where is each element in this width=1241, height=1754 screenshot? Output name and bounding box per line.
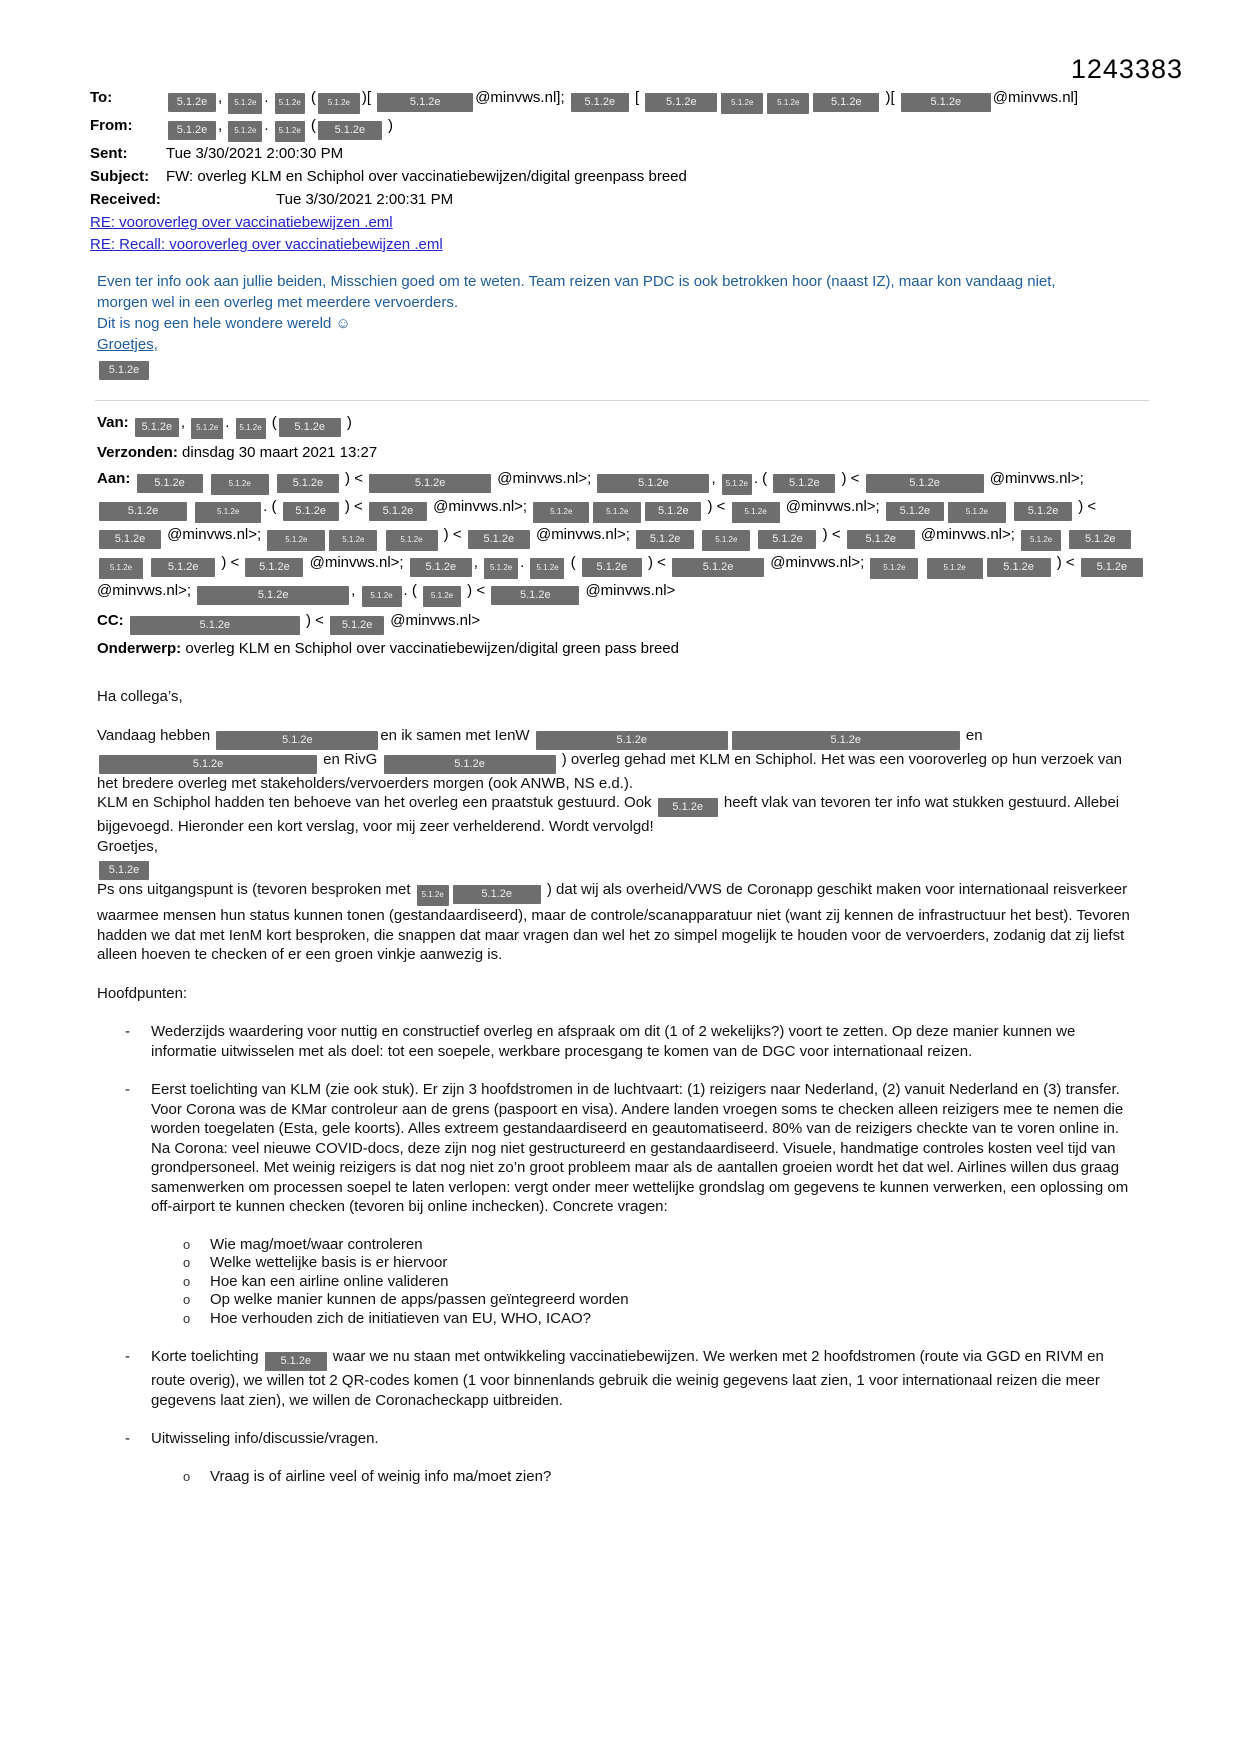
sub-bullet-item [97, 1254, 1139, 1273]
redaction-box: 5.1.2e [1081, 558, 1143, 577]
redaction-box: 5.1.2e [866, 474, 984, 493]
intro-note [97, 271, 1107, 355]
bullet-marker: - [125, 1348, 130, 1365]
redaction-box: 5.1.2e [99, 361, 149, 380]
text-segment [920, 554, 924, 571]
cc-row [97, 609, 1149, 635]
text-segment: @minvws.nl]; [475, 89, 569, 106]
redaction-box: 5.1.2e [191, 418, 223, 439]
text-segment: . ( [263, 498, 281, 515]
text-segment: , [218, 89, 227, 106]
redaction-box: 5.1.2e [870, 558, 918, 579]
header-field-subject [90, 166, 1149, 188]
sent-label: Sent: [90, 145, 128, 162]
redaction-box: 5.1.2e [267, 530, 325, 551]
redaction-box: 5.1.2e [813, 93, 879, 112]
redaction-box: 5.1.2e [386, 530, 438, 551]
redaction-box: 5.1.2e [216, 731, 378, 750]
bullet-item-1 [97, 1022, 1139, 1061]
text-segment: waar we nu staan met ontwikkeling vaccinatiebewijzen. We werken met 2 hoofdstromen (route via GGD en RIVM en route overig), we willen tot 2 QR-codes komen (1 voor binnenlands gebruik die weinig gegevens laat zien, 1 voor internationaal reizen die meer gegevens laat zien), we willen de Coronacheckapp uitbreiden. [151, 1348, 1104, 1409]
text-segment: , [473, 554, 483, 571]
signature-redaction [97, 856, 1139, 880]
text-segment: Vandaag hebben [97, 726, 215, 744]
text-segment: @minvws.nl>; [766, 554, 869, 571]
text-segment [271, 470, 275, 487]
redaction-box: 5.1.2e [99, 755, 317, 774]
subject-label: Subject: [90, 168, 150, 185]
onderwerp-row [97, 637, 1149, 661]
header-field-received [90, 189, 1149, 211]
redaction-box: 5.1.2e [137, 474, 203, 493]
redaction-box: 5.1.2e [571, 93, 629, 112]
redaction-box: 5.1.2e [987, 558, 1051, 577]
text-segment [205, 470, 209, 487]
redaction-box: 5.1.2e [530, 558, 564, 579]
text-segment: KLM en Schiphol hadden ten behoeve van het overleg een praatstuk gestuurd. Ook [97, 794, 656, 811]
subject-value: FW: overleg KLM en Schiphol over vaccinatiebewijzen/digital greenpass breed [166, 168, 687, 185]
from-value [166, 115, 1149, 142]
text-segment: @minvws.nl> [386, 612, 481, 629]
redaction-box: 5.1.2e [277, 474, 339, 493]
groetjes: Groetjes, [97, 837, 158, 855]
sub-bullet-item [97, 1273, 1139, 1292]
text-segment: ) < [1052, 554, 1079, 571]
redaction-box: 5.1.2e [672, 558, 764, 577]
text-segment: . ( [403, 582, 422, 599]
text-segment: , [711, 470, 720, 487]
to-value [166, 87, 1149, 114]
attachment-link-re-recall[interactable]: RE: Recall: vooroverleg over vaccinatiebewijzen .eml [90, 236, 443, 253]
redaction-box: 5.1.2e [721, 93, 763, 114]
ps-paragraph [97, 880, 1139, 965]
text-segment: @minvws.nl] [992, 89, 1079, 106]
from-label: From: [90, 117, 133, 134]
text-segment: ) < [217, 554, 244, 571]
attachment-link-row [90, 213, 1149, 233]
text-segment [1063, 526, 1067, 543]
text-segment [696, 526, 700, 543]
sub-bullet-item [97, 1310, 1139, 1329]
text-segment: . [264, 89, 273, 106]
bullet-marker: - [125, 1081, 130, 1098]
sub-bullet-list [97, 1236, 1139, 1329]
text-segment: @minvws.nl>; [305, 554, 408, 571]
bullet-item-4 [97, 1429, 1139, 1449]
redaction-box: 5.1.2e [1014, 502, 1072, 521]
redaction-box: 5.1.2e [369, 502, 427, 521]
redaction-box: 5.1.2e [722, 474, 752, 495]
sub-bullet-marker: o [183, 1310, 191, 1326]
redaction-box: 5.1.2e [318, 93, 360, 114]
text-segment: Eerst toelichting van KLM (zie ook stuk). Er zijn 3 hoofdstromen in de luchtvaart: (1) reizigers naar Nederland, (2) vanuit Nederland en (3) transfer. Voor Corona was de KMar controleur aan de grens (paspoort en visa). Andere landen vroegen soms te checken alleen reizigers mee te nemen die worden toegelaten (Esta, gele koorts). Alles extreem gestandaardiseerd en geautomatiseerd. 80% van de reizigers checkte van te voren online in. Na Corona: veel nieuwe COVID-docs, deze zijn nog niet gestructureerd en gestandaardiseerd. Visuele, handmatige controles kosten veel tijd van grondpersoneel. Met weinig reizigers is dat nog niet zo’n groot probleem maar als de aantallen groeien wordt het dat wel. Airlines willen dus graag samenwerken om processen soepel te laten verlopen: vergt onder meer wettelijke grondslag om gegevens te kunnen verwerken, een oplossing om off-airport te kunnen checken (tevoren bij online inchecken). Concrete vragen: [151, 1081, 1129, 1215]
text-segment: )[ [881, 89, 899, 106]
redaction-box: 5.1.2e [275, 93, 305, 114]
paragraph-2 [97, 793, 1139, 837]
redaction-box: 5.1.2e [99, 558, 143, 579]
text-segment: ) < [837, 470, 864, 487]
redaction-box: 5.1.2e [582, 558, 642, 577]
redaction-box: 5.1.2e [99, 530, 161, 549]
redaction-box: 5.1.2e [279, 418, 341, 437]
header-field-to [90, 87, 1149, 114]
redaction-box: 5.1.2e [732, 502, 780, 523]
redaction-box: 5.1.2e [927, 558, 983, 579]
redaction-box: 5.1.2e [901, 93, 991, 112]
sub-bullet-text: Op welke manier kunnen de apps/passen geïntegreerd worden [210, 1291, 629, 1308]
redaction-box: 5.1.2e [384, 755, 556, 774]
text-segment: ( [306, 89, 316, 106]
redaction-box: 5.1.2e [484, 558, 518, 579]
redaction-box: 5.1.2e [99, 861, 149, 880]
intro-line-2: Dit is nog een hele wondere wereld ☺ [97, 315, 351, 332]
text-segment: Wederzijds waardering voor nuttig en constructief overleg en afspraak om dit (1 of 2 wekelijks?) voort te zetten. Op deze manier kunnen we informatie uitwisselen met als doel: tot een soepele, werkbare procesgang te komen van de DGC voor internationaal reizen. [151, 1023, 1076, 1060]
received-value: Tue 3/30/2021 2:00:31 PM [276, 191, 454, 208]
redaction-box: 5.1.2e [758, 530, 816, 549]
text-segment: @minvws.nl>; [428, 498, 532, 515]
redaction-box: 5.1.2e [197, 586, 349, 605]
van-row [97, 411, 1149, 439]
sub-bullet-text: Welke wettelijke basis is er hiervoor [210, 1254, 448, 1271]
redaction-box: 5.1.2e [318, 121, 382, 140]
redaction-box: 5.1.2e [645, 93, 717, 112]
verzonden-label: Verzonden: [97, 444, 178, 461]
sub-bullet-marker: o [183, 1273, 191, 1289]
redaction-box: 5.1.2e [362, 586, 402, 607]
intro-greeting: Groetjes, [97, 336, 158, 353]
sub-bullet-marker: o [183, 1468, 191, 1484]
redaction-box: 5.1.2e [329, 530, 377, 551]
paragraph-1 [97, 726, 1139, 794]
redaction-box: 5.1.2e [369, 474, 491, 493]
forwarded-header [97, 411, 1149, 661]
sub-bullet-item [97, 1236, 1139, 1255]
van-label: Van: [97, 414, 129, 431]
text-segment [145, 554, 149, 571]
attachment-link-re-vooroverleg[interactable]: RE: vooroverleg over vaccinatiebewijzen .eml [90, 214, 393, 231]
redaction-box: 5.1.2e [168, 93, 216, 112]
intro-signature-redaction [97, 357, 1149, 380]
text-segment: ) overleg gehad met KLM en Schiphol. Het was een vooroverleg op hun verzoek van het bredere overleg met stakeholders/vervoerders morgen (ook ANWB, NS e.d.). [97, 750, 1123, 792]
sub-bullet-item [97, 1468, 1139, 1487]
redaction-box: 5.1.2e [265, 1352, 327, 1371]
mail-body [97, 687, 1139, 1486]
text-segment: ) < [301, 612, 329, 629]
intro-line-1: Even ter info ook aan jullie beiden, Misschien goed om te weten. Team reizen van PDC is ook betrokken hoor (naast IZ), maar kon vandaag niet, morgen wel in een overleg met meerdere vervoerders. [97, 273, 1056, 311]
divider [95, 400, 1149, 401]
redaction-box: 5.1.2e [948, 502, 1006, 523]
aan-row [97, 467, 1149, 607]
text-segment: @minvws.nl>; [97, 582, 196, 599]
redaction-box: 5.1.2e [228, 93, 262, 114]
redaction-box: 5.1.2e [453, 885, 541, 904]
text-segment: en ik samen met IenW [380, 726, 534, 744]
mail-header [90, 87, 1149, 255]
text-segment: ( [267, 414, 277, 431]
redaction-box: 5.1.2e [135, 418, 179, 437]
text-segment [189, 498, 193, 515]
to-label: To: [90, 89, 113, 106]
text-segment: ) < [463, 582, 490, 599]
bullet-item-2 [97, 1080, 1139, 1217]
text-segment: ( [566, 554, 580, 571]
text-segment [379, 526, 383, 543]
text-segment: )[ [361, 89, 376, 106]
cc-label: CC: [97, 612, 124, 629]
spacer [97, 707, 1139, 726]
redaction-box: 5.1.2e [597, 474, 709, 493]
text-segment: @minvws.nl>; [163, 526, 266, 543]
sub-bullet-marker: o [183, 1255, 191, 1270]
redaction-box: 5.1.2e [767, 93, 809, 114]
text-segment: @minvws.nl>; [531, 526, 635, 543]
redaction-box: 5.1.2e [168, 121, 216, 140]
redaction-box: 5.1.2e [283, 502, 339, 521]
sub-bullet-marker: o [183, 1236, 191, 1252]
redaction-box: 5.1.2e [211, 474, 269, 495]
text-segment: Uitwisseling info/discussie/vragen. [151, 1430, 379, 1447]
text-segment: @minvws.nl>; [493, 470, 596, 487]
text-segment: ) < [703, 498, 730, 515]
document-number: 1243383 [1070, 54, 1183, 84]
redaction-box: 5.1.2e [228, 121, 262, 142]
verzonden-row [97, 441, 1149, 465]
bullet-text [151, 1022, 1139, 1061]
redaction-box: 5.1.2e [702, 530, 750, 551]
redaction-box: 5.1.2e [773, 474, 835, 493]
redaction-box: 5.1.2e [533, 502, 589, 523]
redaction-box: 5.1.2e [410, 558, 472, 577]
text-segment: Ps ons uitgangspunt is (tevoren besproken met [97, 881, 415, 898]
sub-bullet-text: Hoe verhouden zich de initiatieven van EU, WHO, ICAO? [210, 1309, 592, 1327]
redaction-box: 5.1.2e [645, 502, 701, 521]
redaction-box: 5.1.2e [732, 731, 960, 750]
onderwerp-label: Onderwerp: [97, 640, 182, 657]
spacer [97, 965, 1139, 984]
redaction-box: 5.1.2e [847, 530, 915, 549]
redaction-box: 5.1.2e [468, 530, 530, 549]
bullet-marker: - [125, 1023, 130, 1040]
verzonden-value: dinsdag 30 maart 2021 13:27 [182, 444, 378, 461]
text-segment: @minvws.nl> [581, 582, 676, 599]
text-segment: , [218, 117, 227, 134]
text-segment: ) < [643, 554, 671, 571]
redaction-box: 5.1.2e [195, 502, 261, 523]
bullet-text [151, 1080, 1139, 1217]
redaction-box: 5.1.2e [886, 502, 944, 521]
redaction-box: 5.1.2e [275, 121, 305, 142]
redaction-box: 5.1.2e [130, 616, 300, 635]
attachment-link-row [90, 235, 1149, 255]
redaction-box: 5.1.2e [151, 558, 215, 577]
text-segment: . [520, 554, 529, 571]
hoofdpunten-heading: Hoofdpunten: [97, 984, 188, 1002]
text-segment: @minvws.nl>; [985, 470, 1084, 487]
text-segment: < [452, 526, 466, 543]
header-field-sent [90, 143, 1149, 165]
text-segment [752, 526, 756, 543]
redaction-box: 5.1.2e [1069, 530, 1131, 549]
redaction-box: 5.1.2e [330, 616, 384, 635]
text-segment: . [264, 117, 273, 134]
text-segment: ) < [1074, 498, 1097, 515]
bullet-text [151, 1429, 1139, 1449]
text-segment: ) [439, 526, 453, 543]
text-segment [1008, 498, 1012, 515]
sub-bullet-text: Wie mag/moet/waar controleren [210, 1235, 423, 1253]
text-segment: en RivG [319, 750, 382, 768]
onderwerp-value: overleg KLM en Schiphol over vaccinatiebewijzen/digital green pass breed [185, 640, 679, 657]
redaction-box: 5.1.2e [1021, 530, 1061, 551]
text-segment: . ( [753, 470, 772, 487]
aan-value [97, 470, 1145, 599]
sub-bullet-item [97, 1291, 1139, 1310]
text-segment: en [961, 726, 983, 744]
text-segment: [ [630, 89, 644, 106]
sent-value: Tue 3/30/2021 2:00:30 PM [166, 145, 344, 162]
sub-bullet-text: Hoe kan een airline online valideren [210, 1272, 449, 1290]
received-label: Received: [90, 191, 161, 208]
redaction-box: 5.1.2e [658, 798, 718, 817]
text-segment: . [225, 414, 234, 431]
text-segment: ( [306, 117, 316, 134]
text-segment: , [180, 414, 190, 431]
text-segment: heeft vlak van tevoren ter info wat stukken gestuurd. Allebei bijgevoegd. Hieronder een kort verslag, voor mij zeer verhelderend. Wordt vervolgd! [97, 794, 1120, 835]
text-segment: ) dat wij als overheid/VWS de Coronapp geschikt maken voor internationaal reisverkeer waarmee mensen hun status kunnen tonen (gestandaardiseerd), maar de controle/scanapparatuur niet (want zij kennen de infrastructuur het best). Tevoren hadden we dat met IenM kort besproken, die snappen dat maar vragen dan wel het zo simpel mogelijk te houden voor de vervoerders, zodanig dat zij liefst alleen hoeven te checken of er een groen vinkje aanwezig is. [97, 881, 1130, 963]
text-segment: ) [342, 414, 352, 431]
redaction-box: 5.1.2e [423, 586, 461, 607]
header-field-from [90, 115, 1149, 142]
bullet-marker: - [125, 1430, 130, 1447]
sub-bullet-list [97, 1468, 1139, 1487]
redaction-box: 5.1.2e [99, 502, 187, 521]
redaction-box: 5.1.2e [236, 418, 266, 439]
van-value [133, 414, 352, 431]
redaction-box: 5.1.2e [536, 731, 728, 750]
cc-value [128, 612, 480, 629]
text-segment: @minvws.nl>; [916, 526, 1020, 543]
aan-label: Aan: [97, 470, 131, 487]
redaction-box: 5.1.2e [377, 93, 473, 112]
redaction-box: 5.1.2e [417, 885, 449, 906]
redaction-box: 5.1.2e [636, 530, 694, 549]
redaction-box: 5.1.2e [245, 558, 303, 577]
greeting: Ha collega’s, [97, 688, 183, 705]
text-segment: ) [383, 117, 394, 134]
bullet-item-3 [97, 1347, 1139, 1410]
text-segment: ) < [818, 526, 845, 543]
redaction-box: 5.1.2e [491, 586, 579, 605]
sub-bullet-marker: o [183, 1292, 191, 1307]
text-segment: ) < [340, 470, 368, 487]
bullet-text [151, 1347, 1139, 1410]
text-segment: , [351, 582, 360, 599]
text-segment: Korte toelichting [151, 1348, 263, 1365]
bullet-list [97, 1022, 1139, 1486]
sub-bullet-text: Vraag is of airline veel of weinig info ma/moet zien? [210, 1467, 552, 1485]
text-segment: @minvws.nl>; [781, 498, 884, 515]
text-segment: ) < [340, 498, 367, 515]
redaction-box: 5.1.2e [593, 502, 641, 523]
